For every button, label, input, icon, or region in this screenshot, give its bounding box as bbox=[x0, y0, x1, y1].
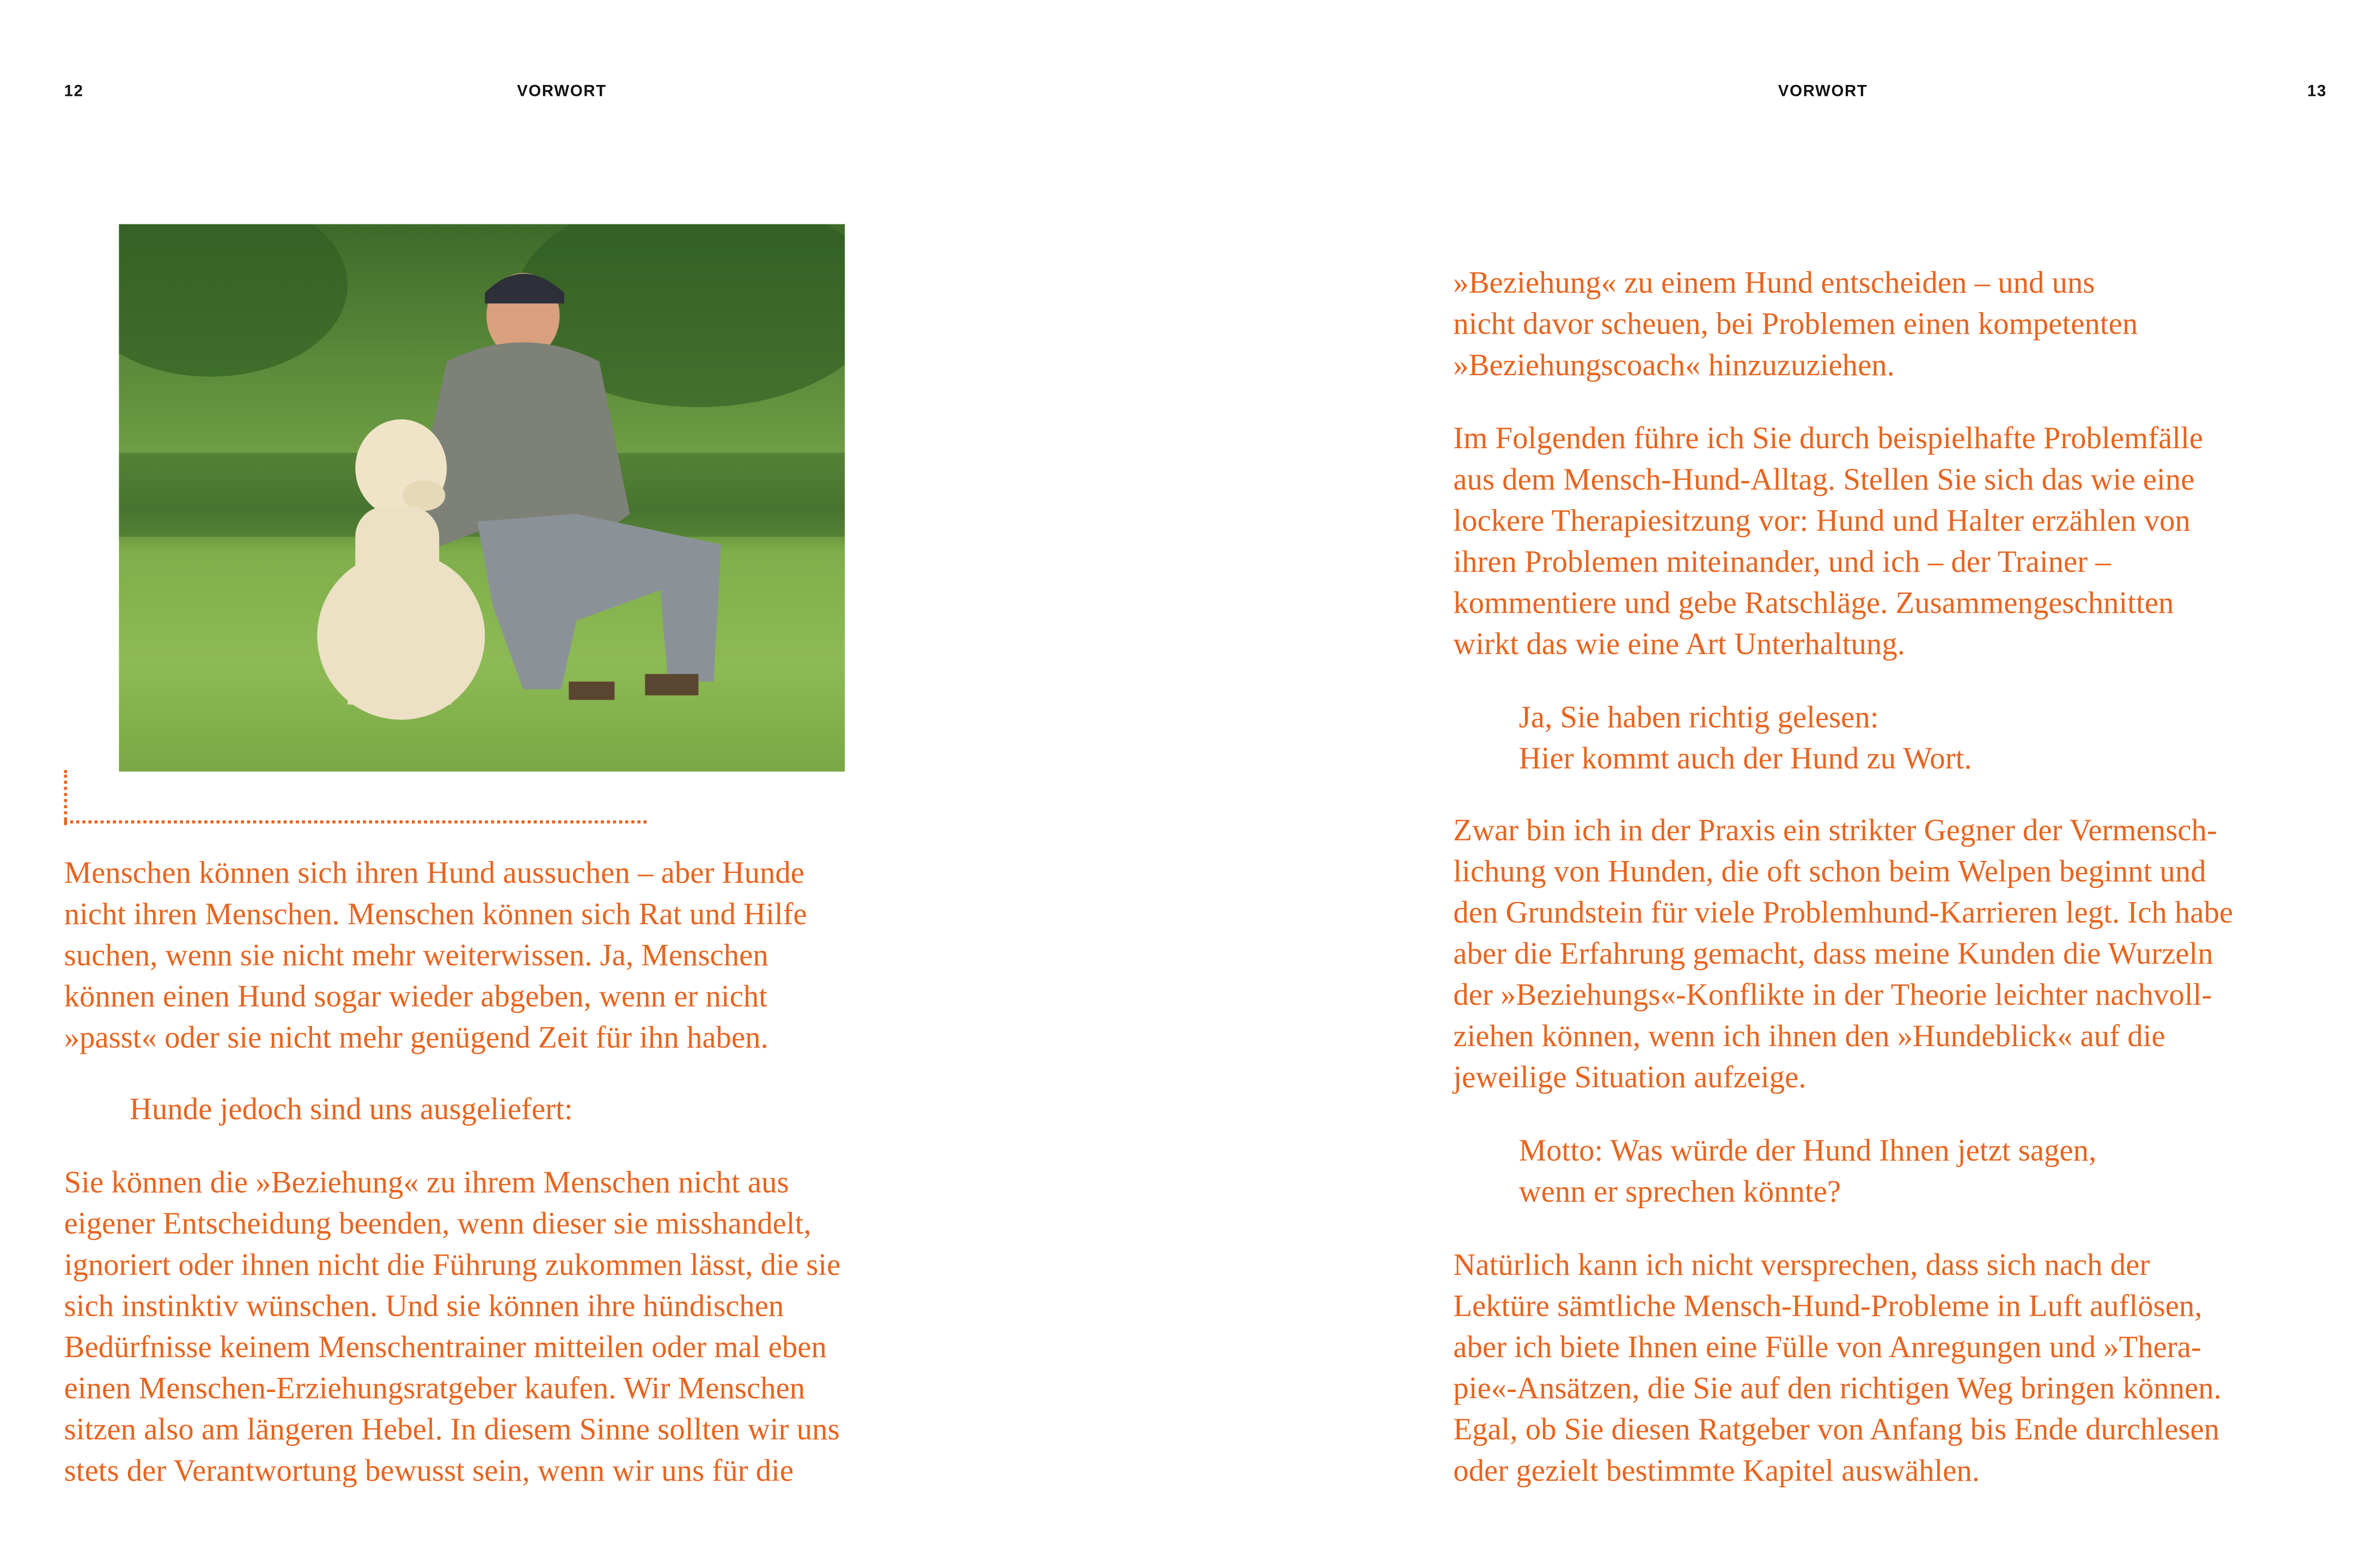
text-line: Egal, ob Sie diesen Ratgeber von Anfang bis Ende durchlesen bbox=[1453, 1413, 2220, 1448]
text-line: oder gezielt bestimmte Kapitel auswählen. bbox=[1453, 1455, 1980, 1488]
text-line: ihren Problemen miteinander, und ich – der Trainer – bbox=[1453, 546, 2111, 579]
text-line: ziehen können, wenn ich ihnen den »Hundeblick« auf die bbox=[1453, 1020, 2165, 1054]
text-line: »Beziehungscoach« hinzuzuziehen. bbox=[1453, 349, 1895, 383]
text-line: aber ich biete Ihnen eine Fülle von Anregungen und »Thera- bbox=[1453, 1331, 2201, 1365]
running-head-right: VORWORT bbox=[1778, 82, 1868, 101]
text-line: einen Menschen-Erziehungsratgeber kaufen. Wir Menschen bbox=[64, 1372, 805, 1406]
text-line: Sie können die »Beziehung« zu ihrem Menschen nicht aus bbox=[64, 1167, 789, 1200]
text-line: eigener Entscheidung beenden, wenn dieser sie misshandelt, bbox=[64, 1207, 811, 1242]
text-line: kommentiere und gebe Ratschläge. Zusammengeschnitten bbox=[1453, 587, 2174, 621]
text-line: »Beziehung« zu einem Hund entscheiden – und uns bbox=[1453, 267, 2095, 301]
text-line: suchen, wenn sie nicht mehr weiterwissen. Ja, Menschen bbox=[64, 939, 768, 973]
text-line: lichung von Hunden, die oft schon beim Welpen beginnt und bbox=[1453, 855, 2206, 889]
text-line: Motto: Was würde der Hund Ihnen jetzt sagen, bbox=[1518, 1134, 2097, 1168]
running-head-left: VORWORT bbox=[517, 82, 607, 101]
text-line: lockere Therapiesitzung vor: Hund und Halter erzählen von bbox=[1453, 504, 2190, 539]
text-line: Zwar bin ich in der Praxis ein strikter Gegner der Vermensch- bbox=[1453, 814, 2217, 848]
text-line: Natürlich kann ich nicht versprechen, dass sich nach der bbox=[1453, 1249, 2150, 1283]
text-line: Ja, Sie haben richtig gelesen: bbox=[1518, 701, 1879, 735]
right-paragraph-6 bbox=[1453, 1246, 2222, 1493]
text-line: Im Folgenden führe ich Sie durch beispielhafte Problemfälle bbox=[1453, 422, 2204, 456]
text-line: aus dem Mensch-Hund-Alltag. Stellen Sie sich das wie eine bbox=[1453, 463, 2195, 497]
right-paragraph-5 bbox=[1519, 1132, 2097, 1214]
text-line: Hunde jedoch sind uns ausgeliefert: bbox=[130, 1093, 573, 1127]
left-paragraph-3 bbox=[64, 1163, 841, 1493]
dotted-rule-horizontal bbox=[64, 820, 647, 823]
right-paragraph-4 bbox=[1453, 811, 2233, 1100]
text-line: Bedürfnisse keinem Menschentrainer mitteilen oder mal eben bbox=[64, 1331, 827, 1365]
right-paragraph-2 bbox=[1453, 419, 2203, 667]
text-line: Hier kommt auch der Hund zu Wort. bbox=[1518, 742, 1972, 777]
dotted-rule-vertical bbox=[64, 770, 72, 825]
text-line: nicht davor scheuen, bei Problemen einen kompetenten bbox=[1453, 308, 2138, 342]
man-with-labrador-photo bbox=[119, 224, 845, 772]
text-line: der »Beziehungs«-Konflikte in der Theorie leichter nachvoll- bbox=[1453, 979, 2212, 1013]
text-line: wirkt das wie eine Art Unterhaltung. bbox=[1453, 628, 1905, 662]
text-line: wenn er sprechen könnte? bbox=[1518, 1175, 1841, 1210]
page-number-right: 13 bbox=[2307, 82, 2327, 101]
text-line: sich instinktiv wünschen. Und sie können ihre hündischen bbox=[64, 1290, 784, 1324]
text-line: aber die Erfahrung gemacht, dass meine Kunden die Wurzeln bbox=[1453, 938, 2213, 972]
text-line: stets der Verantwortung bewusst sein, wenn wir uns für die bbox=[64, 1455, 794, 1488]
text-line: nicht ihren Menschen. Menschen können sich Rat und Hilfe bbox=[64, 898, 807, 932]
text-line: pie«-Ansätzen, die Sie auf den richtigen Weg bringen können. bbox=[1453, 1372, 2222, 1406]
left-paragraph-1 bbox=[64, 854, 807, 1060]
text-line: können einen Hund sogar wieder abgeben, wenn er nicht bbox=[64, 980, 768, 1014]
page-number-left: 12 bbox=[64, 82, 84, 101]
text-line: Lektüre sämtliche Mensch-Hund-Probleme in Luft auflösen, bbox=[1453, 1290, 2202, 1324]
text-line: sitzen also am längeren Hebel. In diesem Sinne sollten wir uns bbox=[64, 1413, 840, 1448]
right-paragraph-1 bbox=[1453, 264, 2138, 387]
left-paragraph-2 bbox=[130, 1090, 573, 1132]
text-line: Menschen können sich ihren Hund aussuchen – aber Hunde bbox=[64, 857, 805, 891]
text-line: den Grundstein für viele Problemhund-Karrieren legt. Ich habe bbox=[1453, 896, 2233, 930]
right-paragraph-3 bbox=[1519, 698, 1972, 780]
text-line: »passt« oder sie nicht mehr genügend Zeit für ihn haben. bbox=[64, 1022, 768, 1055]
text-line: jeweilige Situation aufzeige. bbox=[1453, 1061, 1807, 1095]
text-line: ignoriert oder ihnen nicht die Führung zukommen lässt, die sie bbox=[64, 1249, 841, 1283]
